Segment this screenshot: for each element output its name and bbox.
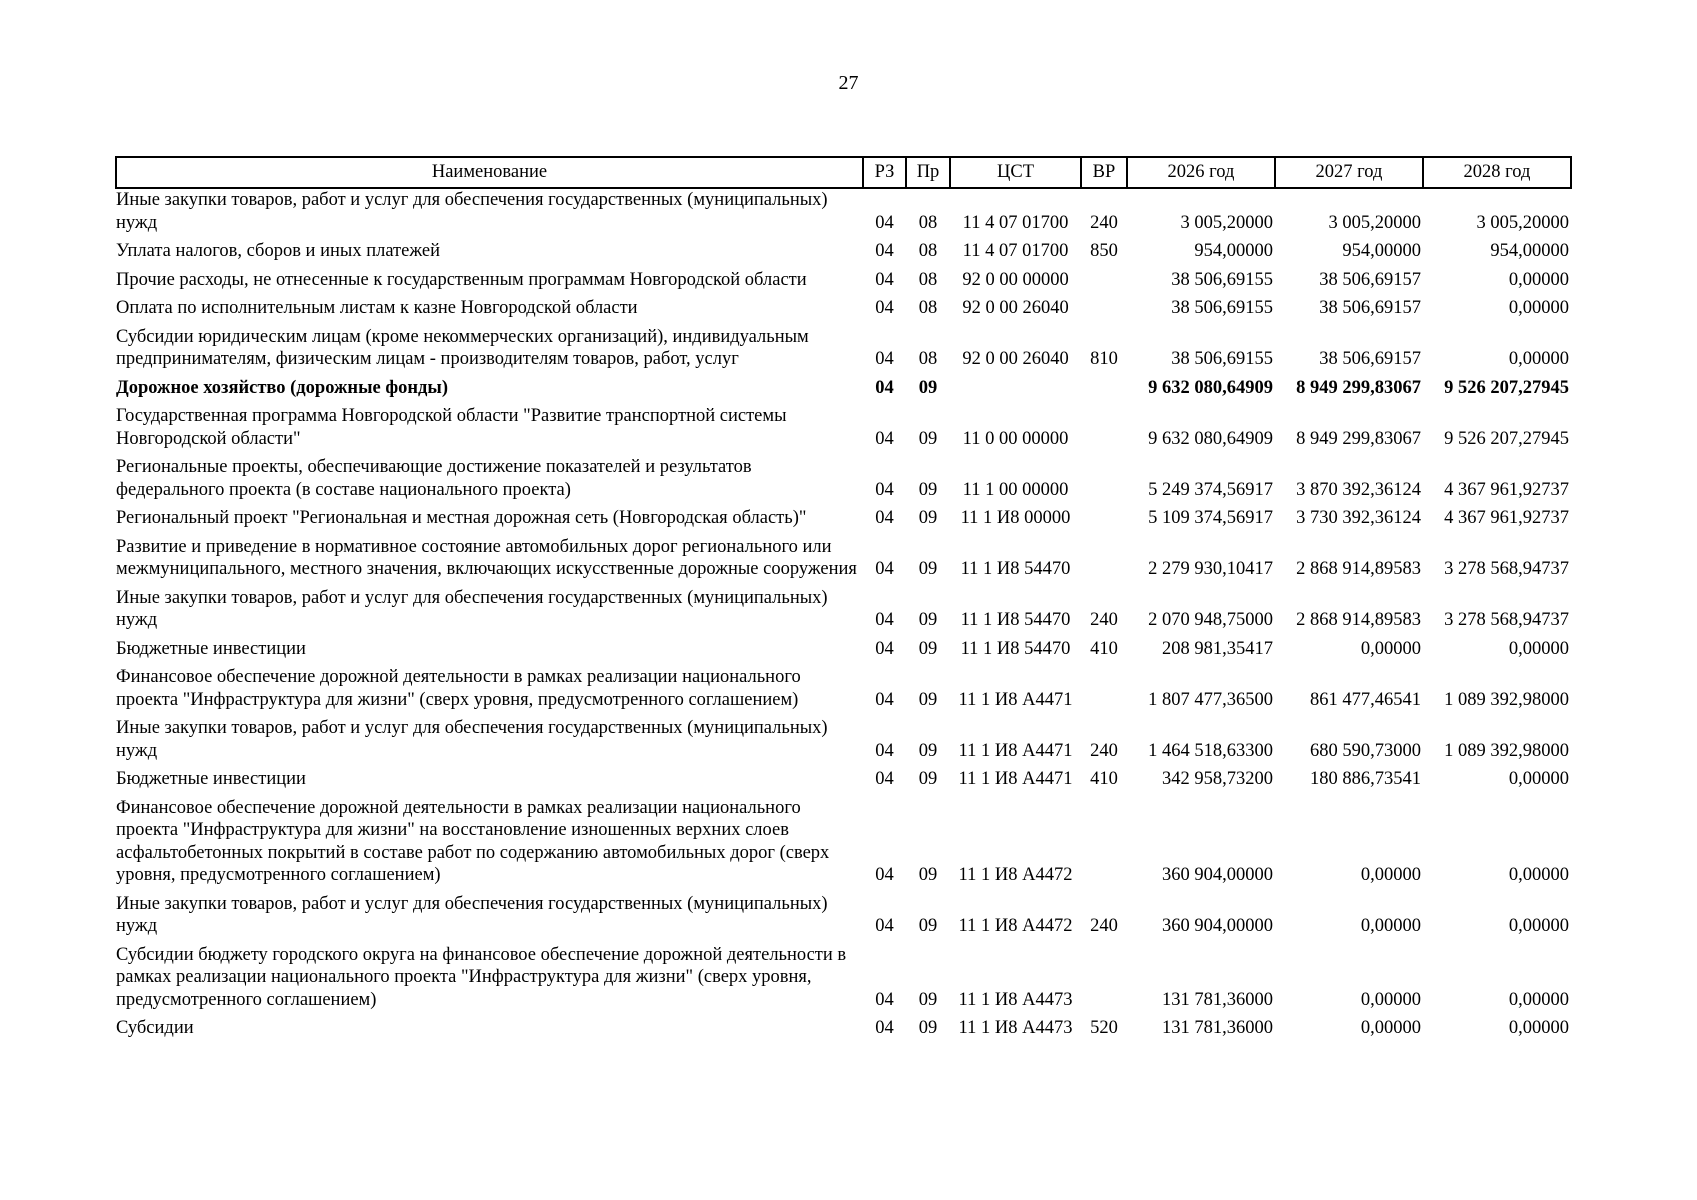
row-pr: 08 — [918, 298, 938, 318]
row-2026-value: 2 279 930,10417 — [1148, 559, 1273, 579]
row-pr: 09 — [918, 1018, 938, 1038]
row-rz: 04 — [875, 212, 894, 233]
row-2027-value: 38 506,69157 — [1319, 349, 1421, 369]
row-vr — [1081, 297, 1127, 326]
row-2026-value: 360 904,00000 — [1162, 916, 1273, 936]
row-name: Государственная программа Новгородской области "Развитие транспортной системы Новгородской области" — [116, 406, 787, 449]
header-cst: ЦСТ — [950, 157, 1081, 188]
row-cst: 11 4 07 01700 — [962, 212, 1069, 233]
row-2026-value: 3 005,20000 — [1180, 212, 1273, 233]
row-2028-value: 9 526 207,27945 — [1444, 377, 1569, 398]
row-2026-value: 1 807 477,36500 — [1148, 689, 1273, 710]
table-row — [116, 188, 1571, 240]
row-2026-value: 5 109 374,56917 — [1148, 508, 1273, 528]
row-rz: 04 — [875, 1018, 894, 1038]
row-pr: 09 — [918, 559, 938, 579]
row-2026-value: 38 506,69155 — [1171, 349, 1273, 369]
row-2027-value: 0,00000 — [1360, 989, 1421, 1010]
row-name: Иные закупки товаров, работ и услуг для обеспечения государственных (муниципальных) нужд — [116, 718, 828, 761]
row-cst: 92 0 00 26040 — [962, 298, 1069, 318]
row-2028-value: 954,00000 — [1490, 241, 1569, 261]
row-2026-value: 342 958,73200 — [1162, 769, 1273, 789]
table-row — [116, 768, 1571, 797]
row-cst: 11 1 И8 А4472 — [958, 865, 1073, 885]
row-2026-value: 9 632 080,64909 — [1148, 377, 1273, 398]
row-pr: 09 — [918, 865, 938, 885]
row-cst: 11 1 И8 54470 — [960, 610, 1071, 630]
row-cst: 11 4 07 01700 — [962, 241, 1069, 261]
table-row — [116, 377, 1571, 406]
table-row — [116, 456, 1571, 507]
row-vr — [1081, 536, 1127, 587]
row-pr: 08 — [918, 241, 938, 261]
row-name: Финансовое обеспечение дорожной деятельности в рамках реализации национального проекта "Инфраструктура для жизни" (сверх уровня, предусмотренного соглашением) — [116, 667, 801, 710]
row-cst: 11 1 И8 А4471 — [958, 689, 1073, 710]
row-cst: 11 1 И8 А4471 — [958, 740, 1073, 761]
row-cst: 11 1 И8 54470 — [960, 638, 1071, 659]
row-name: Субсидии юридическим лицам (кроме некоммерческих организаций), индивидуальным предпринимателям, физическим лицам - производителям товаров, работ, услуг — [116, 326, 809, 369]
row-pr: 09 — [918, 508, 938, 528]
row-2026-value: 208 981,35417 — [1162, 638, 1273, 659]
row-vr — [1081, 456, 1127, 507]
row-rz: 04 — [875, 916, 894, 936]
table-row — [116, 326, 1571, 377]
row-cst: 11 1 И8 А4472 — [958, 916, 1073, 936]
row-pr: 09 — [918, 377, 938, 398]
row-vr — [1081, 666, 1127, 717]
row-2028-value: 0,00000 — [1508, 349, 1569, 369]
row-cst: 11 1 И8 А4471 — [958, 769, 1073, 789]
row-2027-value: 0,00000 — [1360, 865, 1421, 885]
row-name: Дорожное хозяйство (дорожные фонды) — [116, 377, 449, 398]
row-pr: 09 — [918, 769, 938, 789]
row-vr: 810 — [1090, 349, 1118, 369]
row-pr: 08 — [918, 349, 938, 369]
row-2027-value: 3 870 392,36124 — [1296, 479, 1421, 500]
table-row — [116, 297, 1571, 326]
row-pr: 09 — [918, 479, 938, 500]
row-2027-value: 861 477,46541 — [1310, 689, 1421, 710]
row-2027-value: 8 949 299,83067 — [1296, 428, 1421, 449]
row-pr: 09 — [918, 610, 938, 630]
row-name: Прочие расходы, не отнесенные к государственным программам Новгородской области — [116, 269, 807, 290]
row-2026-value: 131 781,36000 — [1162, 989, 1273, 1010]
row-2028-value: 4 367 961,92737 — [1444, 479, 1569, 500]
row-rz: 04 — [875, 241, 894, 261]
row-2027-value: 180 886,73541 — [1310, 769, 1421, 789]
row-2026-value: 38 506,69155 — [1171, 298, 1273, 318]
row-cst: 92 0 00 00000 — [962, 269, 1069, 290]
row-rz: 04 — [875, 740, 894, 761]
table-row — [116, 405, 1571, 456]
row-vr — [1081, 507, 1127, 536]
header-rz: РЗ — [863, 157, 906, 188]
row-cst: 11 0 00 00000 — [962, 428, 1069, 449]
row-rz: 04 — [875, 269, 894, 290]
row-vr: 520 — [1090, 1018, 1118, 1038]
table-row — [116, 717, 1571, 768]
row-pr: 09 — [918, 989, 938, 1010]
row-name: Бюджетные инвестиции — [116, 769, 306, 789]
row-pr: 08 — [918, 269, 938, 290]
table-row — [116, 944, 1571, 1018]
row-2028-value: 3 005,20000 — [1476, 212, 1569, 233]
row-rz: 04 — [875, 377, 894, 398]
row-name: Региональные проекты, обеспечивающие достижение показателей и результатов федерального проекта (в составе национального проекта) — [116, 457, 752, 500]
budget-table — [115, 156, 1572, 1046]
row-rz: 04 — [875, 349, 894, 369]
row-rz: 04 — [875, 769, 894, 789]
row-cst: 11 1 И8 00000 — [960, 508, 1071, 528]
row-cst: 11 1 И8 А4473 — [958, 989, 1073, 1010]
row-2027-value: 3 730 392,36124 — [1296, 508, 1421, 528]
row-rz: 04 — [875, 610, 894, 630]
table-row — [116, 240, 1571, 269]
row-2027-value: 0,00000 — [1360, 916, 1421, 936]
row-vr — [1081, 377, 1127, 406]
row-2026-value: 5 249 374,56917 — [1148, 479, 1273, 500]
row-2026-value: 360 904,00000 — [1162, 865, 1273, 885]
row-pr: 09 — [918, 916, 938, 936]
row-rz: 04 — [875, 638, 894, 659]
row-name: Уплата налогов, сборов и иных платежей — [116, 241, 441, 261]
row-rz: 04 — [875, 689, 894, 710]
row-2028-value: 0,00000 — [1508, 1018, 1569, 1038]
row-vr: 410 — [1090, 769, 1118, 789]
row-2028-value: 4 367 961,92737 — [1444, 508, 1569, 528]
row-cst — [950, 377, 1081, 406]
row-vr — [1081, 405, 1127, 456]
row-cst: 11 1 И8 А4473 — [958, 1018, 1073, 1038]
row-name: Финансовое обеспечение дорожной деятельности в рамках реализации национального проекта "Инфраструктура для жизни" на восстановление изношенных верхних слоев асфальтобетонных покрытий в составе работ по содержанию автомобильных дорог (сверх уровня, предусмотренного соглашением) — [116, 797, 830, 885]
row-pr: 08 — [918, 212, 938, 233]
page-number: 27 — [838, 72, 859, 94]
header-2027: 2027 год — [1275, 157, 1423, 188]
row-name: Иные закупки товаров, работ и услуг для обеспечения государственных (муниципальных) нужд — [116, 893, 828, 936]
row-2028-value: 0,00000 — [1508, 916, 1569, 936]
row-name: Субсидии бюджету городского округа на финансовое обеспечение дорожной деятельности в рамках реализации национального проекта "Инфраструктура для жизни" (сверх уровня, предусмотренного соглашением) — [116, 944, 847, 1010]
row-cst: 92 0 00 26040 — [962, 349, 1069, 369]
row-2027-value: 8 949 299,83067 — [1296, 377, 1421, 398]
row-2027-value: 0,00000 — [1360, 1018, 1421, 1038]
row-vr — [1081, 269, 1127, 298]
row-2026-value: 131 781,36000 — [1162, 1018, 1273, 1038]
row-rz: 04 — [875, 989, 894, 1010]
row-vr — [1081, 944, 1127, 1018]
row-rz: 04 — [875, 559, 894, 579]
row-2026-value: 38 506,69155 — [1171, 269, 1273, 290]
row-2027-value: 2 868 914,89583 — [1296, 610, 1421, 630]
row-2028-value: 0,00000 — [1508, 989, 1569, 1010]
row-cst: 11 1 И8 54470 — [960, 559, 1071, 579]
row-pr: 09 — [918, 689, 938, 710]
row-2028-value: 1 089 392,98000 — [1444, 689, 1569, 710]
row-vr: 240 — [1090, 916, 1118, 936]
row-name: Иные закупки товаров, работ и услуг для обеспечения государственных (муниципальных) нужд — [116, 587, 828, 630]
header-2026: 2026 год — [1127, 157, 1275, 188]
table-row — [116, 797, 1571, 893]
row-2028-value: 3 278 568,94737 — [1444, 610, 1569, 630]
row-vr: 240 — [1090, 740, 1118, 761]
table-row — [116, 536, 1571, 587]
row-rz: 04 — [875, 298, 894, 318]
row-2028-value: 0,00000 — [1508, 298, 1569, 318]
row-name: Развитие и приведение в нормативное состояние автомобильных дорог регионального или межмуниципального, местного значения, включающих искусственные дорожные сооружения — [116, 536, 857, 579]
row-name: Субсидии — [116, 1018, 194, 1038]
row-2026-value: 954,00000 — [1194, 241, 1273, 261]
table-body — [116, 188, 1571, 1046]
row-2026-value: 1 464 518,63300 — [1148, 740, 1273, 761]
row-vr — [1081, 797, 1127, 893]
row-pr: 09 — [918, 638, 938, 659]
row-2027-value: 3 005,20000 — [1328, 212, 1421, 233]
row-2028-value: 9 526 207,27945 — [1444, 428, 1569, 449]
row-name: Бюджетные инвестиции — [116, 638, 306, 659]
row-2027-value: 680 590,73000 — [1310, 740, 1421, 761]
row-vr: 410 — [1090, 638, 1118, 659]
row-2028-value: 1 089 392,98000 — [1444, 740, 1569, 761]
row-2027-value: 954,00000 — [1342, 241, 1421, 261]
table-row — [116, 893, 1571, 944]
row-name: Иные закупки товаров, работ и услуг для обеспечения государственных (муниципальных) нужд — [116, 190, 828, 233]
table-row — [116, 507, 1571, 536]
row-2027-value: 38 506,69157 — [1319, 298, 1421, 318]
row-vr: 850 — [1090, 241, 1118, 261]
row-rz: 04 — [875, 479, 894, 500]
row-2028-value: 0,00000 — [1508, 269, 1569, 290]
table-row — [116, 666, 1571, 717]
row-vr: 240 — [1090, 610, 1118, 630]
row-2026-value: 9 632 080,64909 — [1148, 428, 1273, 449]
row-pr: 09 — [918, 428, 938, 449]
row-rz: 04 — [875, 865, 894, 885]
row-2028-value: 0,00000 — [1508, 769, 1569, 789]
row-2026-value: 2 070 948,75000 — [1148, 610, 1273, 630]
row-2028-value: 0,00000 — [1508, 638, 1569, 659]
table-header-row — [116, 157, 1571, 188]
table-row — [116, 638, 1571, 667]
row-2027-value: 0,00000 — [1360, 638, 1421, 659]
table-row — [116, 269, 1571, 298]
row-2028-value: 0,00000 — [1508, 865, 1569, 885]
table-row — [116, 1017, 1571, 1046]
row-rz: 04 — [875, 428, 894, 449]
row-2027-value: 38 506,69157 — [1319, 269, 1421, 290]
row-2028-value: 3 278 568,94737 — [1444, 559, 1569, 579]
header-2028: 2028 год — [1423, 157, 1571, 188]
header-pr: Пр — [906, 157, 950, 188]
row-cst: 11 1 00 00000 — [962, 479, 1069, 500]
table-row — [116, 587, 1571, 638]
row-rz: 04 — [875, 508, 894, 528]
header-name: Наименование — [116, 157, 863, 188]
header-vr: ВР — [1081, 157, 1127, 188]
row-2027-value: 2 868 914,89583 — [1296, 559, 1421, 579]
row-name: Оплата по исполнительным листам к казне Новгородской области — [116, 298, 638, 318]
row-name: Региональный проект "Региональная и местная дорожная сеть (Новгородская область)" — [116, 508, 807, 528]
row-pr: 09 — [918, 740, 938, 761]
row-vr: 240 — [1090, 212, 1118, 233]
